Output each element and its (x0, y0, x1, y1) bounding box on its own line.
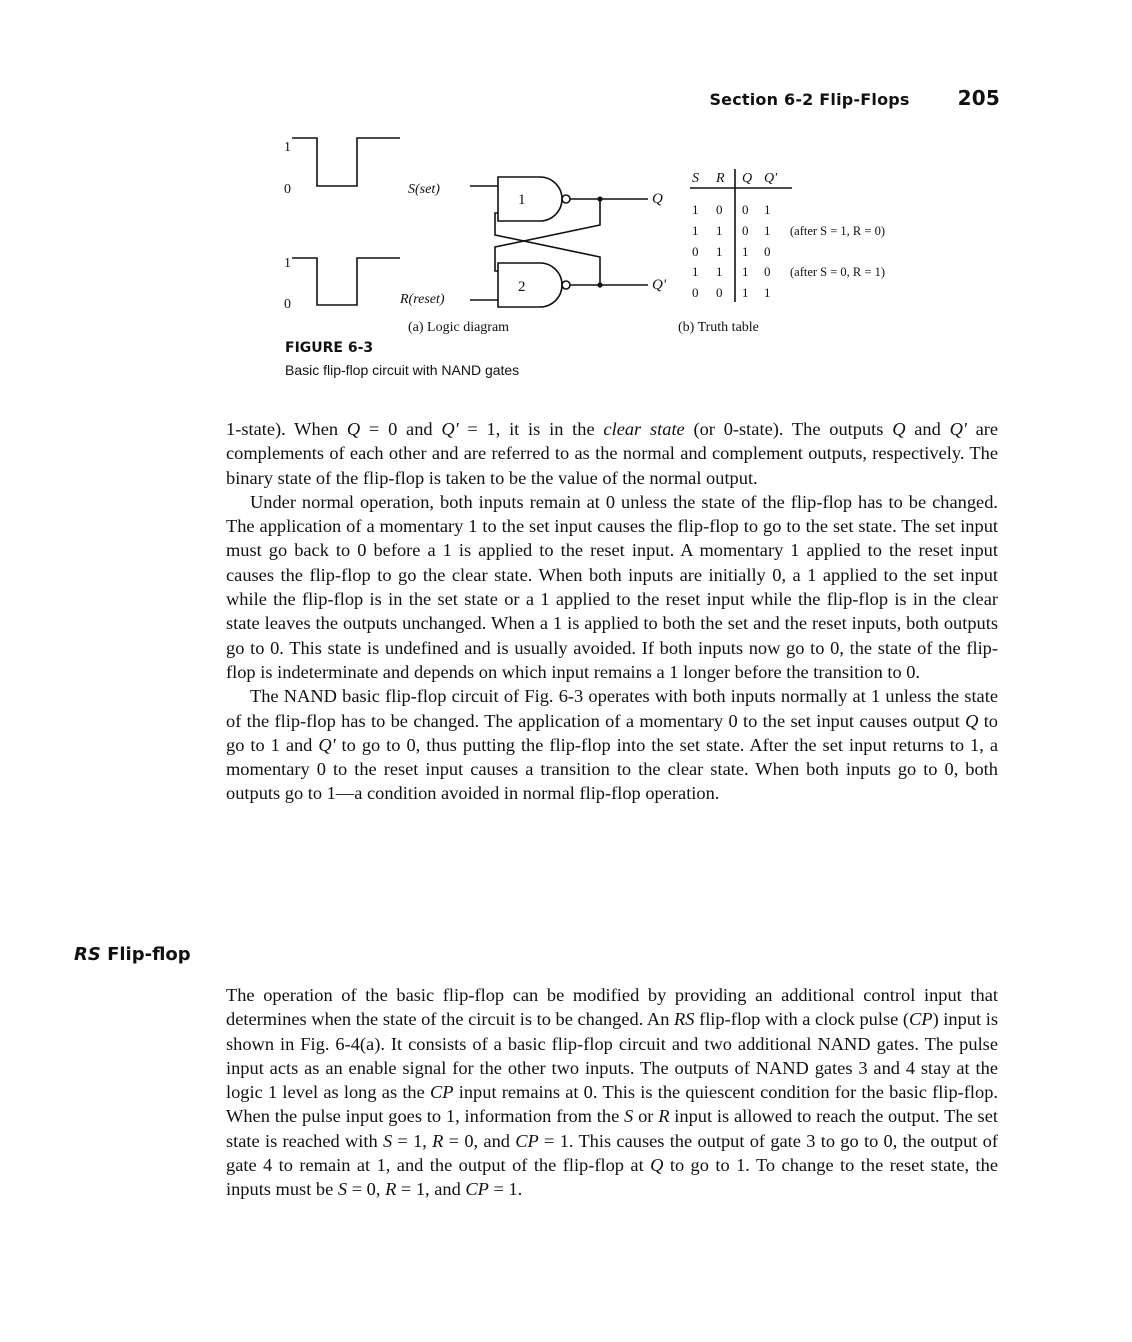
tt-row-1 (692, 202, 771, 217)
reset-waveform (292, 258, 400, 305)
tt-note: (after S = 1, R = 0) (790, 224, 885, 238)
q-junction-dot (597, 196, 602, 201)
tt-row-2 (692, 223, 885, 238)
gate-1-number: 1 (518, 192, 526, 208)
tt-cell: 1 (742, 264, 749, 279)
tt-cell: 1 (716, 223, 723, 238)
tt-cell: 1 (716, 264, 723, 279)
tt-cell: 1 (764, 285, 771, 300)
tt-cell: 1 (764, 223, 771, 238)
tt-cell: 1 (764, 202, 771, 217)
paragraph-1: 1-state). When Q = 0 and Q' = 1, it is in the clear state (or 0-state). The outputs Q and Q' are complements of each other and are referred to as the normal and complement outputs, respectively. The binary state of the flip-flop is taken to be the value of the normal output. (226, 419, 999, 488)
tt-cell: 0 (692, 285, 699, 300)
set-waveform (292, 138, 400, 186)
tt-header-q: Q (742, 171, 753, 186)
gate-1-bubble (562, 195, 570, 203)
gate-2-number: 2 (518, 279, 526, 295)
feedback-qprime-to-gate1 (495, 213, 600, 285)
margin-heading-rs-flip-flop: RS Flip-flop (74, 944, 191, 965)
figure-caption: Basic flip-flop circuit with NAND gates (285, 362, 520, 378)
feedback-q-to-gate2 (495, 199, 600, 271)
body-text-upper (226, 417, 998, 806)
set-wave-low-label: 0 (284, 182, 291, 197)
tt-row-3 (692, 244, 771, 259)
tt-cell: 0 (692, 244, 699, 259)
nand-gate-2 (498, 263, 562, 307)
tt-cell: 0 (742, 202, 749, 217)
tt-header-qprime: Q' (764, 171, 778, 186)
tt-row-5 (692, 285, 771, 300)
figure-6-3-diagram (270, 125, 970, 340)
reset-wave-high-label: 1 (284, 256, 291, 271)
tt-cell: 0 (742, 223, 749, 238)
qprime-junction-dot (597, 282, 602, 287)
tt-cell: 0 (764, 244, 771, 259)
gate-2-bubble (562, 281, 570, 289)
logic-diagram-subcaption: (a) Logic diagram (408, 320, 510, 335)
tt-cell: 1 (692, 223, 699, 238)
paragraph-3: The NAND basic flip-flop circuit of Fig. 6-3 operates with both inputs normally at 1 unless the state of the flip-flop has to be changed. The application of a momentary 0 to the set input causes output Q to go to 1 and Q' to go to 0, thus putting the flip-flop into the set state. After the set input returns to 1, a momentary 0 to the reset input causes a transition to the clear state. When both inputs go to 0, both outputs go to 1—a condition avoided in normal flip-flop operation. (226, 686, 998, 804)
tt-cell: 1 (692, 264, 699, 279)
body-text-lower (226, 983, 998, 1202)
tt-header-s: S (692, 171, 699, 186)
set-wave-high-label: 1 (284, 140, 291, 155)
section-title: Section 6-2 Flip-Flops (709, 90, 910, 109)
tt-cell: 0 (716, 285, 723, 300)
tt-cell: 0 (764, 264, 771, 279)
nand-gate-1 (498, 177, 562, 221)
tt-note: (after S = 0, R = 1) (790, 265, 885, 279)
truth-table-subcaption: (b) Truth table (678, 320, 759, 335)
tt-cell: 1 (742, 285, 749, 300)
tt-cell: 1 (692, 202, 699, 217)
set-input-label: S(set) (408, 182, 440, 197)
paragraph-2: Under normal operation, both inputs remain at 0 unless the state of the flip-flop has to be changed. The application of a momentary 1 to the set input causes the flip-flop to go to the set state. The set input must go back to 0 before a 1 is applied to the reset input. A momentary 1 applied to the reset input causes the flip-flop to go the clear state. When both inputs are initially 0, a 1 applied to the set input while the flip-flop is in the set state or a 1 applied to the reset input while the flip-flop is in the clear state leaves the outputs unchanged. When a 1 is applied to both the set and the reset inputs, both outputs go to 0. This state is undefined and is usually avoided. If both inputs now go to 0, the state of the flip-flop is indeterminate and depends on which input remains a 1 longer before the transition to 0. (226, 491, 998, 682)
tt-cell: 1 (716, 244, 723, 259)
paragraph-4: The operation of the basic flip-flop can be modified by providing an additional control input that determines when the state of the circuit is to be changed. An RS flip-flop with a clock pulse (CP) input is shown in Fig. 6-4(a). It consists of a basic flip-flop circuit and two additional NAND gates. The pulse input acts as an enable signal for the other two inputs. The outputs of NAND gates 3 and 4 stay at the logic 1 level as long as the CP input remains at 0. This is the quiescent condition for the basic flip-flop. When the pulse input goes to 1, information from the S or R input is allowed to reach the output. The set state is reached with S = 1, R = 0, and CP = 1. This causes the output of gate 3 to go to 0, the output of gate 4 to remain at 1, and the output of the flip-flop at Q to go to 1. To change to the reset state, the inputs must be S = 0, R = 1, and CP = 1. (226, 985, 998, 1200)
q-output-label: Q (652, 191, 663, 207)
q-prime-output-label: Q' (652, 277, 667, 293)
running-head (709, 86, 1000, 110)
tt-cell: 1 (742, 244, 749, 259)
reset-wave-low-label: 0 (284, 297, 291, 312)
page-number: 205 (957, 86, 1000, 110)
reset-input-label: R(reset) (400, 292, 445, 307)
figure-label: FIGURE 6-3 (285, 340, 374, 356)
tt-cell: 0 (716, 202, 723, 217)
tt-row-4 (692, 264, 885, 279)
tt-header-r: R (716, 171, 725, 186)
